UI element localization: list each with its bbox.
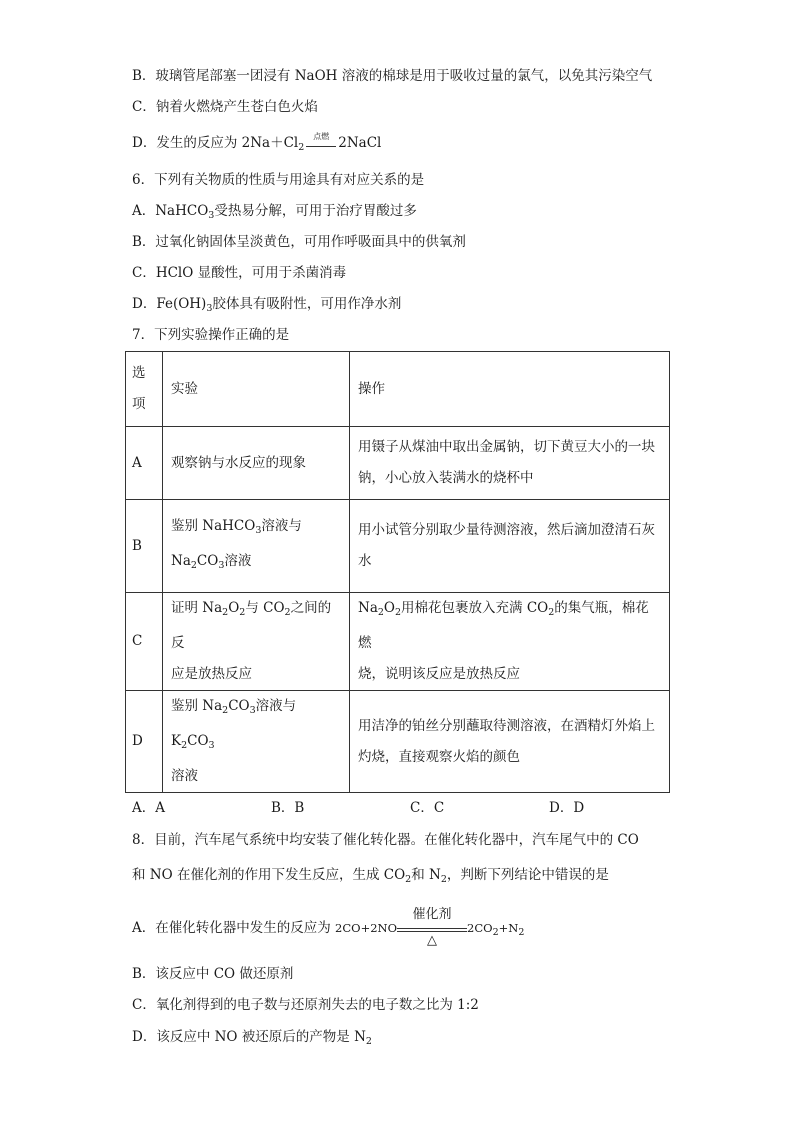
experiment-table [125, 351, 670, 793]
subscript: 2 [298, 142, 305, 153]
exp-line: 鉴别 NaHCO$_3$溶液与 [171, 518, 302, 536]
subscript: 3 [206, 303, 213, 314]
op-line: 用洁净的铂丝分别蘸取待测溶液，在酒精灯外焰上 [358, 717, 655, 734]
q7-stem: 7．下列实验操作正确的是 [132, 327, 290, 343]
answer-option-a[interactable]: A．A [132, 800, 165, 816]
q8-option-b: B．该反应中 CO 做还原剂 [132, 966, 294, 982]
q8-option-a: A．在催化转化器中发生的反应为 2CO+2NO 催化剂 △ $2CO_2+N_2$ [132, 918, 524, 943]
text: A．在催化转化器中发生的反应为 [132, 920, 331, 936]
table-row [126, 427, 670, 500]
answer-option-c[interactable]: C．C [410, 800, 445, 816]
text: A．NaHCO [132, 203, 209, 219]
equation-lhs: 2CO+2NO [335, 921, 398, 935]
exp-line: 应是放热反应 [171, 666, 252, 682]
op-line: 用镊子从煤油中取出金属钠，切下黄豆大小的一块 [358, 439, 655, 455]
q6-option-a [132, 201, 417, 226]
op-line: 灼烧，直接观察火焰的颜色 [358, 748, 520, 765]
q5-option-c: C．钠着火燃烧产生苍白色火焰 [132, 99, 318, 115]
exp-line: 证明 $Na_2O_2$与 $CO_2$之间的反 [171, 600, 332, 651]
q8-stem-line2: 和 NO 在催化剂的作用下发生反应，生成 $CO_2$和 $N_2$，判断下列结论中错误的是 [132, 867, 609, 885]
header-option [126, 352, 163, 427]
text: D．Fe(OH) [132, 296, 207, 312]
exp-line: 溶液 [171, 768, 198, 784]
table-row [126, 500, 670, 593]
q8-option-c: C．氧化剂得到的电子数与还原剂失去的电子数之比为 1:2 [132, 997, 479, 1013]
q6-stem: 6．下列有关物质的性质与用途具有对应关系的是 [132, 172, 425, 188]
equation-rhs: 2CO [467, 921, 493, 935]
q6-option-d [132, 294, 401, 319]
header-operation: 操作 [350, 352, 670, 427]
q8-stem-line1: 8．目前，汽车尾气系统中均安装了催化转化器。在催化转化器中，汽车尾气中的 CO [132, 832, 639, 848]
row-code: A [126, 427, 163, 500]
q5-option-d [132, 133, 381, 158]
text: 胶体具有吸附性，可用作净水剂 [212, 296, 402, 312]
q5-option-d-product: 2NaCl [338, 135, 382, 151]
q7-answer-options [132, 798, 688, 818]
text: 受热易分解，可用于治疗胃酸过多 [214, 203, 417, 219]
op-line: 用小试管分别取少量待测溶液，然后滴加澄清石灰 [358, 522, 655, 538]
table-header-row [126, 352, 670, 427]
header-option-line1: 选 [132, 365, 146, 381]
header-experiment: 实验 [163, 352, 350, 427]
row-operation [350, 427, 670, 500]
exp-line: $Na_2CO_3$溶液 [171, 553, 252, 571]
row-code: C [126, 593, 163, 691]
row-experiment [163, 593, 350, 691]
answer-option-b[interactable]: B．B [271, 800, 305, 816]
condition-label: 点燃 [313, 132, 330, 141]
table-row [126, 691, 670, 793]
header-option-line2: 项 [132, 396, 146, 412]
row-experiment: 观察钠与水反应的现象 [163, 427, 350, 500]
op-line: 烧，说明该反应是放热反应 [358, 666, 520, 682]
catalyst-label: 催化剂 [412, 906, 452, 922]
reaction-condition [306, 133, 336, 153]
op-line: 水 [358, 553, 372, 569]
op-line: 钠，小心放入装满水的烧杯中 [358, 470, 534, 486]
q6-option-c: C．HClO 显酸性，可用于杀菌消毒 [132, 265, 347, 281]
heat-symbol: △ [427, 932, 438, 948]
op-line: $Na_2O_2$用棉花包裹放入充满 $CO_2$的集气瓶，棉花燃 [358, 600, 649, 651]
row-experiment [163, 500, 350, 593]
subscript: 3 [208, 210, 215, 221]
row-code: B [126, 500, 163, 593]
answer-option-d[interactable]: D．D [549, 800, 585, 816]
row-code: D [126, 691, 163, 793]
row-experiment [163, 691, 350, 793]
q6-option-b: B．过氧化钠固体呈淡黄色，可用作呼吸面具中的供氧剂 [132, 234, 466, 250]
reaction-arrow [397, 906, 467, 948]
row-operation [350, 593, 670, 691]
q5-option-d-text: D．发生的反应为 2Na＋Cl [132, 135, 299, 151]
q5-option-b: B．玻璃管尾部塞一团浸有 NaOH 溶液的棉球是用于吸收过量的氯气，以免其污染空气 [132, 68, 653, 84]
row-operation [350, 691, 670, 793]
row-operation [350, 500, 670, 593]
exp-line: 鉴别 $Na_2CO_3$溶液与 $K_2CO_3$ [171, 698, 297, 751]
q8-option-d: D．该反应中 NO 被还原后的产物是 $N_2$ [132, 1029, 372, 1047]
table-row [126, 593, 670, 691]
